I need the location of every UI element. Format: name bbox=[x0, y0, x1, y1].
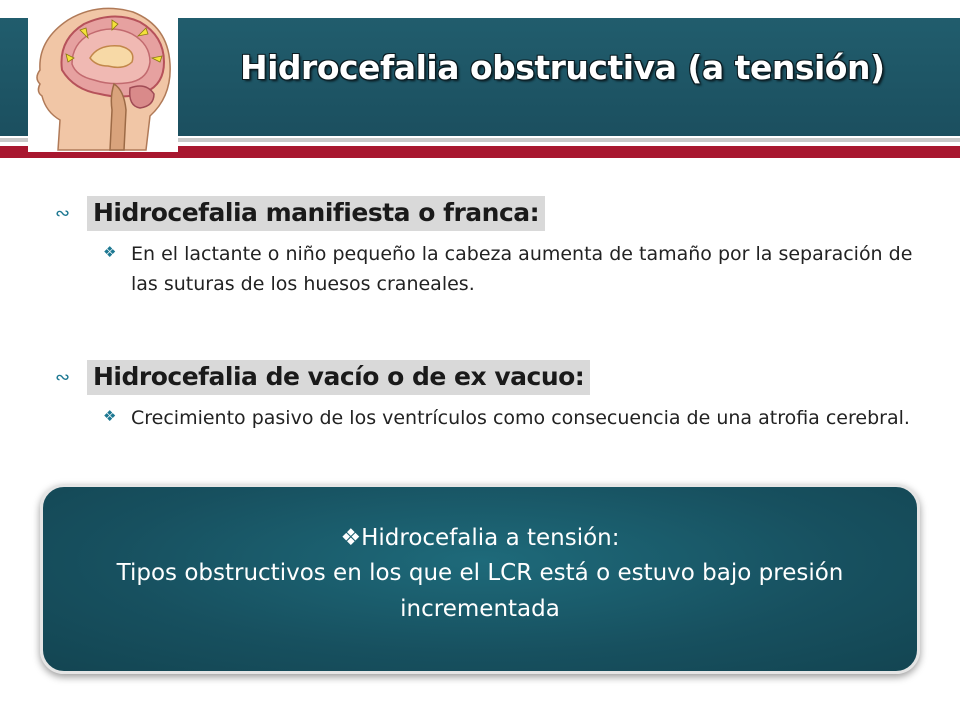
list-item bbox=[103, 403, 935, 433]
callout-title-text: Hidrocefalia a tensión: bbox=[361, 525, 620, 551]
diamond-bullet-icon: ❖ bbox=[103, 407, 117, 425]
list-item bbox=[103, 239, 935, 299]
swirl-bullet-icon: ∾ bbox=[55, 367, 71, 388]
callout-box bbox=[40, 484, 920, 674]
section-title: Hidrocefalia de vacío o de ex vacuo: bbox=[87, 360, 590, 395]
callout-title bbox=[43, 525, 917, 551]
diamond-bullet-icon: ❖ bbox=[103, 243, 117, 261]
slide-title: Hidrocefalia obstructiva (a tensión) bbox=[240, 48, 885, 87]
section-manifiesta bbox=[55, 196, 935, 299]
diamond-bullet-icon: ❖ bbox=[340, 525, 362, 551]
list-item-text: En el lactante o niño pequeño la cabeza aumenta de tamaño por la separación de las suturas de los huesos craneales. bbox=[131, 243, 913, 295]
callout-body: Tipos obstructivos en los que el LCR está o estuvo bajo presión incrementada bbox=[116, 560, 844, 622]
list-item-text: Crecimiento pasivo de los ventrículos como consecuencia de una atrofia cerebral. bbox=[131, 407, 910, 429]
swirl-bullet-icon: ∾ bbox=[55, 203, 71, 224]
section-title: Hidrocefalia manifiesta o franca: bbox=[87, 196, 545, 231]
brain-head-icon bbox=[28, 0, 178, 152]
section-ex-vacuo bbox=[55, 360, 935, 433]
